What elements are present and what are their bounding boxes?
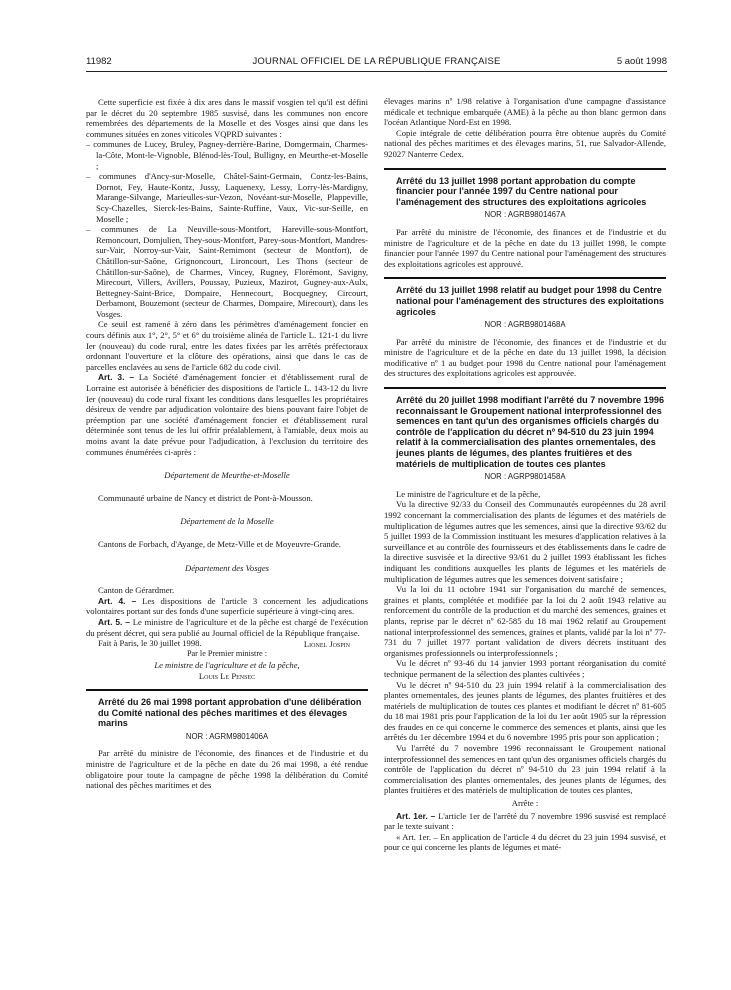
paragraph: Vu le décret nº 94-510 du 23 juin 1994 relatif à la commercialisation des plantes ornementales, des jeunes plants de légumes, des plantes fruitières et des matériels de multiplication de toutes ces plantes et modifiant le décret nº 81-605 du 18 mai 1981 pris pour l'application de la loi du 1er août 1905 sur la répression des fraudes en ce qui concerne le commerce des semences et plants, ainsi que les arrêtés du 1er décembre 1994 et du 6 novembre 1995 pris pour son application ; [384,679,666,743]
nor-reference: NOR : AGRM9801406A [185,731,269,741]
header-rule [86,71,667,72]
commune-list-item: – communes de Lucey, Bruley, Pagney-derrière-Barine, Domgermain, Charmes-la-Côte, Mont-le-Vignoble, Blénod-lès-Toul, Bulligny, en Meurthe-et-Moselle ; [86,139,368,171]
department-heading: Département de Meurthe-et-Moselle [164,470,290,481]
paragraph: Par arrêté du ministre de l'économie, des finances et de l'industrie et du ministre de l'agriculture et de la pêche en date du 26 mai 1998, a été rendue obligatoire pour toute la campagne de pêche 1998 la délibération du Comité national des pêches maritimes et des [86,748,368,791]
paragraph: élevages marins nº 1/98 relative à l'organisation d'une campagne d'assistance médicale et technique embarquée (AME) à la pêche au thon blanc germon dans l'océan Atlantique Nord-Est en 1998. [384,96,666,128]
article-4: Art. 4. – Les dispositions de l'article 3 concernent les adjudications volontaires portant sur des fonds d'une superficie supérieure à vingt-cinq ares. [86,595,368,617]
paragraph: Cette superficie est fixée à dix ares dans le massif vosgien tel qu'il est défini par le décret du 20 septembre 1985 susvisé, dans les communes non encore remembrées des départements de la Moselle et des Vosges ainsi que dans les communes situées en zones viticoles VQPRD suivantes : [86,97,368,139]
article-1: Art. 1er. – L'article 1er de l'arrêté du 7 novembre 1996 susvisé est remplacé par le texte suivant : [384,810,666,832]
paragraph: Vu le décret nº 93-46 du 14 janvier 1993 portant réorganisation du comité technique permanent de la sélection des plantes cultivées ; [384,658,666,679]
by-prime-minister: Par le Premier ministre : [186,649,268,659]
paragraph: Le ministre de l'agriculture et de la pêche, [396,488,541,499]
section-separator [384,277,666,279]
decree-title: Arrêté du 13 juillet 1998 relatif au budget pour 1998 du Centre national pour l'aménagement des structures des exploitations agricoles [396,285,664,317]
article-label: Art. 5. – [98,616,130,627]
paragraph: Cantons de Forbach, d'Ayange, de Metz-Ville et de Moyeuvre-Grande. [98,538,341,549]
paragraph: Vu la loi du 11 octobre 1941 sur l'organisation du marché de semences, graines et plants, complétée et modifiée par la loi du 2 août 1943 relative au renforcement du contrôle de la production et du marché des semences, graines et plants, reprise par le décret nº 62-585 du 18 mai 1962 relatif au Groupement national interprofessionnel des semences, graines et plants, validé par la loi nº 77-731 du 7 juillet 1977 portant validation de divers décrets instituant des organismes professionnels ou interprofessionnels ; [384,584,666,658]
section-separator [384,387,666,389]
department-heading: Département des Vosges [184,562,269,573]
paragraph: Par arrêté du ministre de l'économie, des finances et de l'industrie et du ministre de l'agriculture et de la pêche en date du 13 juillet 1998, le compte financier pour l'année 1997 du Centre national pour l'aménagement des structures des exploitations agricoles est approuvé. [384,226,666,269]
page-number: 11982 [86,56,112,67]
commune-list-item: – communes de La Neuville-sous-Montfort, Hareville-sous-Montfort, Remoncourt, Domjulien, They-sous-Montfort, Parey-sous-Montfort, Mandres-sur-Vair, Norroy-sur-Vair, Saint-Remimont (secteur de Montfort), de Châtillon-sur-Saône, Grignoncourt, Lironcourt, Les Thons (secteur de Châtillon-sur-Saône), de Charmes, Vincey, Rugney, Florémont, Savigny, Mirecourt, Villers, Avillers, Poussay, Puzieux, Mazirot, Gugney-aux-Aulx, Bettegney-Saint-Brice, Dompaire, Hennecourt, Bocquegney, Circourt, Derbamont, Bouzemont (secteur de Charmes, Dompaire, Mirecourt), dans les Vosges. [86,224,368,319]
page-header [86,56,667,70]
decree-title: Arrêté du 26 mai 1998 portant approbation d'une délibération du Comité national des pêches maritimes et des élevages marins [98,697,362,729]
issue-date: 5 août 1998 [616,56,667,67]
minister-title: Le ministre de l'agriculture et de la pêche, [154,659,300,670]
paragraph: Canton de Gérardmer. [98,585,175,596]
decree-title: Arrêté du 13 juillet 1998 portant approbation du compte financier pour l'année 1997 du Centre national pour l'aménagement des structures des exploitations agricoles [396,175,647,207]
paragraph: Par arrêté du ministre de l'économie, des finances et de l'industrie et du ministre de l'agriculture et de la pêche en date du 13 juillet 1998, la décision modificative nº 1 au budget pour 1998 du Centre national pour l'aménagement des structures des exploitations agricoles est approuvée. [384,336,666,379]
nor-reference: NOR : AGRB9801468A [484,320,566,330]
paragraph: Vu l'arrêté du 7 novembre 1996 reconnaissant le Groupement national interprofessionnel des semences en tant qu'un des organismes officiels chargés du contrôle de l'application du décret nº 94-510 du 23 juin 1994 relatif à la commercialisation des plantes ornementales, des jeunes plants de légumes, des plantes fruitières et des matériels de multiplication de toutes ces plantes, [384,743,666,796]
article-label: Art. 3. – [98,372,135,383]
article-3: Art. 3. – La Société d'aménagement foncier et d'établissement rural de Lorraine est autorisée à bénéficier des dispositions de l'article L. 143-12 du livre Ier (nouveau) du code rural fixant les conditions dans lesquelles les propriétaires désireux de vendre par adjudication volontaire des biens pouvant faire l'objet de préemption par une société d'aménagement foncier et d'établissement rural déterminée sont tenus de les lui offrir préalablement, à l'amiable, deux mois au moins avant la date prévue pour l'adjudication, à l'exclusion du territoire des communes énumérées ci-après : [86,372,368,457]
arrete-heading: Arrête : [511,798,539,809]
nor-reference: NOR : AGRB9801467A [484,210,566,220]
right-column [384,96,666,853]
paragraph: Communauté urbaine de Nancy et district de Pont-à-Mousson. [98,492,313,503]
section-separator [86,689,368,691]
paragraph: Copie intégrale de cette délibération pourra être obtenue auprès du Comité national des pêches maritimes et des élevages marins, 51, rue Salvador-Allende, 92027 Nanterre Cedex. [384,127,666,159]
article-label: Art. 1er. – [396,810,436,821]
signature-date: Fait à Paris, le 30 juillet 1998. [98,638,202,649]
journal-title: JOURNAL OFFICIEL DE LA RÉPUBLIQUE FRANÇAISE [252,56,501,67]
article-5: Art. 5. – Le ministre de l'agriculture et de la pêche est chargé de l'exécution du présent décret, qui sera publié au Journal officiel de la République française. [86,616,368,638]
minister-name: Louis Le Pensec [198,670,256,681]
left-column [86,97,368,791]
article-label: Art. 4. – [98,595,137,606]
signatory: Lionel Jospin [303,638,350,649]
paragraph: Vu la directive 92/33 du Conseil des Communautés européennes du 28 avril 1992 concernant la commercialisation des plants de légumes et des matériels de multiplication de légumes autres que les semences, ainsi que la directive 93/62 du 5 juillet 1993 de la Commission instituant les mesures d'application relatives à la surveillance et au contrôle des fournisseurs et des établissements dans le cadre de la directive susvisée et la directive 93/61 du 2 juillet 1993 établissant les fiches indiquant les conditions auxquelles les plants de légumes et les matériels de multiplication de légumes autres que les semences doivent satisfaire ; [384,499,666,584]
paragraph: Ce seuil est ramené à zéro dans les périmètres d'aménagement foncier en cours définis aux 1°, 2°, 5° et 6° du troisième alinéa de l'article L. 121-1 du livre Ier (nouveau) du code rural, entre les dates fixées par les arrêtés préfectoraux ordonnant l'ouverture et la clôture des opérations, ainsi que dans le cas de parcelles enclavées au sens de l'article 682 du code civil. [86,319,368,372]
section-separator [384,168,666,170]
decree-title: Arrêté du 20 juillet 1998 modifiant l'arrêté du 7 novembre 1996 reconnaissant le Groupement national interprofessionnel des semences en tant qu'un des organismes officiels chargés du contrôle de l'application du décret nº 94-510 du 23 juin 1994 relatif à la commercialisation des plantes ornementales, des jeunes plants de légumes, des plantes fruitières et des matériels de multiplication de toutes ces plantes [396,395,664,469]
paragraph: « Art. 1er. – En application de l'article 4 du décret du 23 juin 1994 susvisé, et pour ce qui concerne les plants de légumes et maté- [384,831,666,853]
commune-list-item: – communes d'Ancy-sur-Moselle, Châtel-Saint-Germain, Contz-les-Bains, Dornot, Fey, Haute-Kontz, Jussy, Laquenexy, Lessy, Lorry-lès-Mardigny, Marange-Silvange, Marieulles-sur-Vezon, Novéant-sur-Moselle, Plappeville, Scy-Chazelles, Sierck-les-Bains, Sainte-Ruffine, Vaux, Vic-sur-Seille, en Moselle ; [86,171,368,224]
department-heading: Département de la Moselle [180,516,274,527]
nor-reference: NOR : AGRP9801458A [484,472,566,482]
